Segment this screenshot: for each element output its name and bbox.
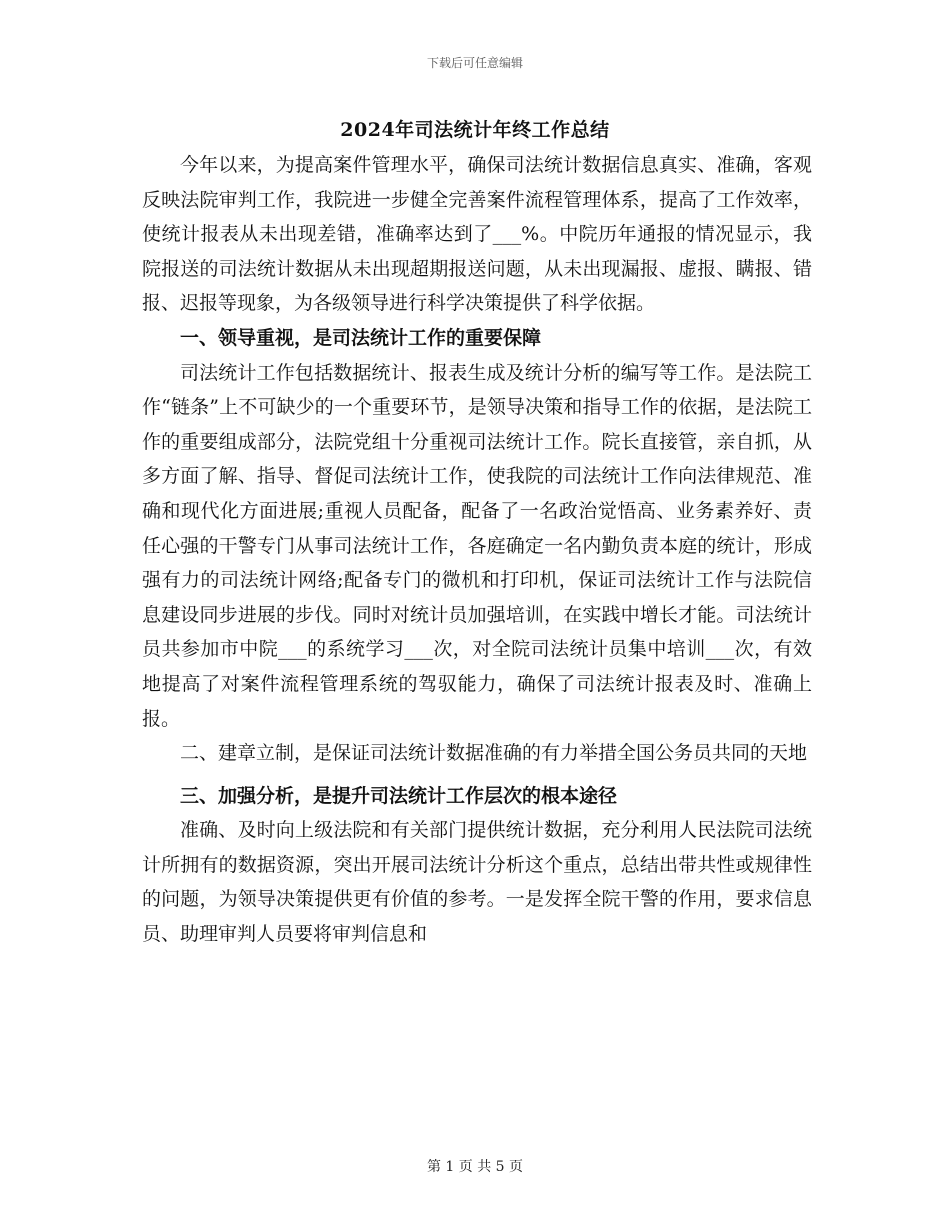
section-3-paragraph: 准确、及时向上级法院和有关部门提供统计数据，充分利用人民法院司法统计所拥有的数据资源，突出开展司法统计分析这个重点，总结出带共性或规律性的问题，为领导决策提供更有价值的参考。一是发挥全院干警的作用，要求信息员、助理审判人员要将审判信息和 [142, 819, 812, 946]
intro-paragraph: 今年以来，为提高案件管理水平，确保司法统计数据信息真实、准确，客观反映法院审判工作，我院进一步健全完善案件流程管理体系，提高了工作效率，使统计报表从未出现差错，准确率达到了___%。中院历年通报的情况显示，我院报送的司法统计数据从未出现超期报送问题，从未出现漏报、虚报、瞒报、错报、迟报等现象，为各级领导进行科学决策提供了科学依据。 [142, 154, 812, 315]
section-2-heading: 二、建章立制，是保证司法统计数据准确的有力举措全国公务员共同的天地 [180, 742, 808, 765]
document-title: 2024年司法统计年终工作总结 [340, 119, 610, 141]
page-header-note: 下载后可任意编辑 [426, 56, 523, 70]
page-footer: 第 1 页 共 5 页 [426, 1159, 524, 1175]
section-1-paragraph: 司法统计工作包括数据统计、报表生成及统计分析的编写等工作。是法院工作“链条”上不可缺少的一个重要环节，是领导决策和指导工作的依据，是法院工作的重要组成部分，法院党组十分重视司法统计工作。院长直接管，亲自抓，从多方面了解、指导、督促司法统计工作，使我院的司法统计工作向法律规范、准确和现代化方面进展;重视人员配备，配备了一名政治觉悟高、业务素养好、责任心强的干警专门从事司法统计工作，各庭确定一名内勤负责本庭的统计，形成强有力的司法统计网络;配备专门的微机和打印机，保证司法统计工作与法院信息建设同步进展的步伐。同时对统计员加强培训，在实践中增长才能。司法统计员共参加市中院___的系统学习___次，对全院司法统计员集中培训___次，有效地提高了对案件流程管理系统的驾驭能力，确保了司法统计报表及时、准确上报。 [142, 361, 812, 730]
section-3-heading: 三、加强分析，是提升司法统计工作层次的根本途径 [180, 784, 618, 807]
section-1-heading: 一、领导重视，是司法统计工作的重要保障 [180, 326, 542, 349]
document-body [142, 148, 812, 952]
